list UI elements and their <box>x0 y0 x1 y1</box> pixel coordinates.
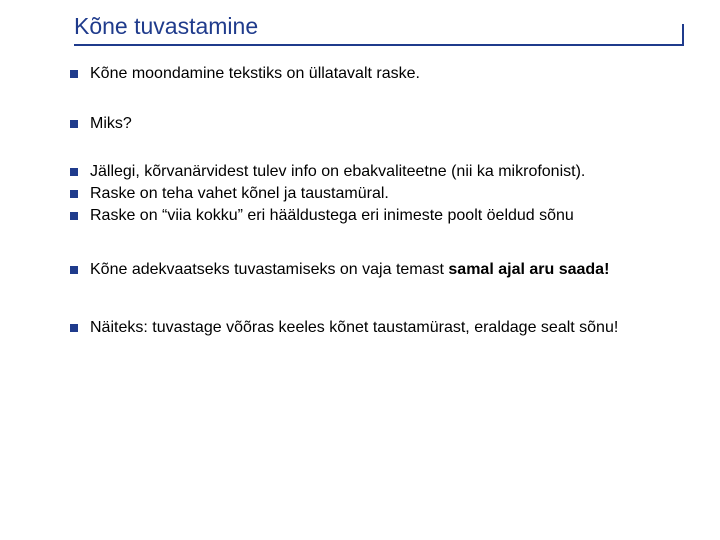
bullet-text: Jällegi, kõrvanärvidest tulev info on ebakvaliteetne (nii ka mikrofonist). <box>90 163 586 180</box>
bullet-text-plain: Kõne adekvaatseks tuvastamiseks on vaja temast <box>90 261 449 278</box>
square-bullet-icon <box>70 324 78 332</box>
square-bullet-icon <box>70 190 78 198</box>
square-bullet-icon <box>70 266 78 274</box>
bullet-text: Raske on teha vahet kõnel ja taustamüral. <box>90 185 389 202</box>
square-bullet-icon <box>70 70 78 78</box>
title-underline <box>74 44 684 46</box>
bullet-item <box>70 62 690 86</box>
bullet-item <box>70 316 660 340</box>
square-bullet-icon <box>70 168 78 176</box>
bullet-item <box>70 182 690 206</box>
bullet-item <box>70 112 690 136</box>
bullet-text: Näiteks: tuvastage võõras keeles kõnet taustamürast, eraldage sealt sõnu! <box>90 319 619 336</box>
bullet-text: Raske on “viia kokku” eri hääldustega eri inimeste poolt öeldud sõnu <box>90 207 574 224</box>
square-bullet-icon <box>70 212 78 220</box>
bullet-text-emphasis: samal ajal aru saada! <box>448 261 610 278</box>
bullet-item <box>70 204 690 228</box>
bullet-text: Kõne moondamine tekstiks on üllatavalt raske. <box>90 65 420 82</box>
bullet-item <box>70 160 690 184</box>
slide-title: Kõne tuvastamine <box>74 13 259 39</box>
title-corner-tick <box>682 24 684 46</box>
bullet-text <box>90 258 690 282</box>
bullet-text: Miks? <box>90 115 132 132</box>
bullet-item <box>70 258 690 282</box>
square-bullet-icon <box>70 120 78 128</box>
